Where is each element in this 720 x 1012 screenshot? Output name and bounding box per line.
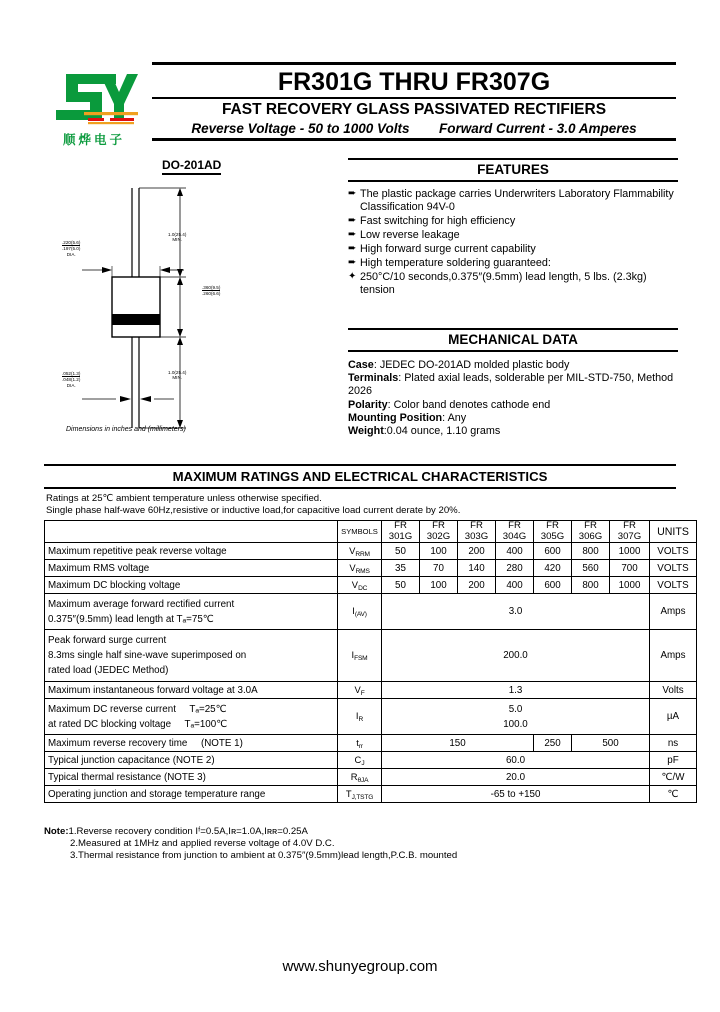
cell-value-span: 20.0 bbox=[382, 769, 650, 786]
row-desc: Maximum reverse recovery time (NOTE 1) bbox=[45, 735, 338, 752]
cell-units: VOLTS bbox=[650, 577, 697, 594]
cell-value: 50 bbox=[382, 543, 420, 560]
table-row bbox=[45, 543, 697, 560]
mech-sep: : bbox=[383, 425, 387, 438]
header-part-fr304g: FR 304G bbox=[496, 521, 534, 543]
cell-value-span bbox=[382, 699, 650, 735]
footer bbox=[0, 958, 720, 975]
feature-text: High forward surge current capability bbox=[360, 242, 536, 255]
row-symbol: $V_{RMS}$ bbox=[338, 560, 382, 577]
cell-units: VOLTS bbox=[650, 543, 697, 560]
row-desc: Maximum DC blocking voltage bbox=[45, 577, 338, 594]
mech-sep: : bbox=[442, 411, 448, 424]
cell-value: 420 bbox=[534, 560, 572, 577]
list-item bbox=[348, 229, 678, 242]
cell-value-span: -65 to +150 bbox=[382, 786, 650, 803]
mechanical-heading: MECHANICAL DATA bbox=[348, 328, 678, 352]
mech-value: Color band denotes cathode end bbox=[393, 398, 551, 411]
row-desc: Typical thermal resistance (NOTE 3) bbox=[45, 769, 338, 786]
row-desc-line1: Peak forward surge current bbox=[48, 635, 167, 647]
list-item bbox=[348, 215, 678, 228]
table-row bbox=[45, 752, 697, 769]
header-part-fr302g: FR 302G bbox=[420, 521, 458, 543]
condition-line-2: Single phase half-wave 60Hz,resistive or inductive load,for capacitive load current derate by 20%. bbox=[46, 504, 461, 516]
feature-text: Low reverse leakage bbox=[360, 228, 460, 241]
feature-text: The plastic package carries Underwriters Laboratory Flammability Classification 94V-0 bbox=[360, 188, 674, 213]
table-row bbox=[45, 786, 697, 803]
cell-units: ℃/W bbox=[650, 769, 697, 786]
row-desc: Maximum instantaneous forward voltage at 3.0A bbox=[45, 682, 338, 699]
cell-units: ℃ bbox=[650, 786, 697, 803]
mechanical-data-panel bbox=[348, 328, 678, 438]
header-titles bbox=[152, 62, 676, 154]
ratings-conditions bbox=[44, 489, 676, 520]
spec-forward-current: Forward Current - 3.0 Amperes bbox=[439, 121, 637, 136]
row-desc: Typical junction capacitance (NOTE 2) bbox=[45, 752, 338, 769]
mech-sep: : bbox=[398, 372, 405, 385]
mech-row-case bbox=[348, 359, 678, 372]
header-part-fr305g: FR 305G bbox=[534, 521, 572, 543]
row-symbol: $V_{DC}$ bbox=[338, 577, 382, 594]
mech-label: Case bbox=[348, 359, 374, 371]
mech-value: Any bbox=[447, 411, 467, 424]
row-symbol: $I_{(AV)}$ bbox=[338, 594, 382, 630]
condition-line-1: Ratings at 25℃ ambient temperature unless otherwise specified. bbox=[46, 493, 322, 504]
row-desc-line2: at rated DC blocking voltage Tₐ=100℃ bbox=[48, 718, 228, 730]
table-row bbox=[45, 769, 697, 786]
ratings-heading: MAXIMUM RATINGS AND ELECTRICAL CHARACTERISTICS bbox=[44, 464, 676, 489]
mech-label: Mounting Position bbox=[348, 411, 443, 424]
features-panel bbox=[348, 158, 678, 298]
row-desc-line2: 8.3ms single half sine-wave superimposed on bbox=[48, 650, 247, 662]
cell-value: 140 bbox=[458, 560, 496, 577]
do201ad-outline-icon bbox=[44, 174, 340, 444]
row-desc bbox=[45, 630, 338, 682]
header-part-fr306g: FR 306G bbox=[572, 521, 610, 543]
spec-reverse-voltage: Reverse Voltage - 50 to 1000 Volts bbox=[191, 121, 410, 136]
note-text-2: 2.Measured at 1MHz and applied reverse voltage of 4.0V D.C. bbox=[70, 837, 335, 849]
header-units: UNITS bbox=[650, 521, 697, 543]
mech-row-polarity bbox=[348, 399, 678, 412]
row-desc: Operating junction and storage temperature range bbox=[45, 786, 338, 803]
mechanical-rows bbox=[348, 359, 678, 438]
list-item bbox=[348, 271, 678, 296]
dim-lead-length-top: 1.0(25.4) MIN. bbox=[168, 232, 187, 243]
table-row bbox=[45, 682, 697, 699]
mech-label: Terminals bbox=[348, 372, 399, 385]
features-heading: FEATURES bbox=[348, 158, 678, 182]
company-name-cn: 顺烨电子 bbox=[62, 132, 125, 147]
arrow-bullet-icon: ➨ bbox=[348, 256, 357, 268]
mech-value: 0.04 ounce, 1.10 grams bbox=[386, 425, 501, 438]
arrow-bullet-icon: ➨ bbox=[348, 242, 357, 254]
cell-units: Volts bbox=[650, 682, 697, 699]
notes-label: Note: bbox=[44, 826, 69, 837]
header-part-fr307g: FR 307G bbox=[610, 521, 650, 543]
mech-sep: : bbox=[387, 398, 394, 411]
row-symbol: $I_R$ bbox=[338, 699, 382, 735]
cell-value-trr-1: 150 bbox=[382, 735, 534, 752]
row-symbol: $R_{\theta JA}$ bbox=[338, 769, 382, 786]
header-part-fr301g: FR 301G bbox=[382, 521, 420, 543]
cell-value: 600 bbox=[534, 577, 572, 594]
dim-lead-diameter: .052(1.3) .048(1.2) DIA. bbox=[62, 371, 81, 388]
features-list bbox=[348, 188, 678, 296]
mech-sep: : bbox=[373, 359, 380, 371]
cell-units: µA bbox=[650, 699, 697, 735]
header-blank bbox=[45, 521, 338, 543]
cell-value: 100 bbox=[420, 577, 458, 594]
mech-row-mounting-position bbox=[348, 412, 678, 425]
cell-value: 600 bbox=[534, 543, 572, 560]
row-desc bbox=[45, 594, 338, 630]
cell-value-trr-3: 500 bbox=[572, 735, 650, 752]
mech-value: JEDEC DO-201AD molded plastic body bbox=[379, 359, 570, 371]
cell-value-b: 100.0 bbox=[503, 718, 528, 730]
row-desc-line1: Maximum DC reverse current Tₐ=25℃ bbox=[48, 703, 227, 715]
company-logo bbox=[44, 62, 144, 154]
list-item bbox=[348, 188, 678, 213]
mech-row-terminals bbox=[348, 372, 678, 398]
cell-value-span: 60.0 bbox=[382, 752, 650, 769]
header-rule-top bbox=[152, 62, 676, 65]
header-part-fr303g: FR 303G bbox=[458, 521, 496, 543]
list-item bbox=[348, 243, 678, 256]
page-spec-line bbox=[152, 120, 676, 138]
row-symbol: $V_F$ bbox=[338, 682, 382, 699]
list-item bbox=[348, 257, 678, 270]
cell-value-span: 3.0 bbox=[382, 594, 650, 630]
row-symbol: $T_{J,TSTG}$ bbox=[338, 786, 382, 803]
drawing-footnote: Dimensions in inches and (millimeters) bbox=[66, 426, 186, 433]
company-website-link[interactable]: www.shunyegroup.com bbox=[282, 958, 438, 975]
cell-value-trr-2: 250 bbox=[534, 735, 572, 752]
cell-value: 200 bbox=[458, 543, 496, 560]
feature-text: Fast switching for high efficiency bbox=[360, 214, 516, 227]
row-desc bbox=[45, 699, 338, 735]
mech-value: Plated axial leads, solderable per MIL-STD-750, Method 2026 bbox=[348, 372, 674, 398]
package-drawing bbox=[44, 158, 340, 446]
page-title: FR301G THRU FR307G bbox=[277, 68, 551, 96]
package-label: DO-201AD bbox=[162, 158, 221, 175]
cell-units: pF bbox=[650, 752, 697, 769]
table-header-row bbox=[45, 521, 697, 543]
dim-body-diameter: .220(5.6) .197(5.0) DIA. bbox=[62, 240, 81, 257]
cell-units: Amps bbox=[650, 594, 697, 630]
dim-body-length: .360(9.5) .260(6.6) bbox=[202, 285, 221, 297]
cell-value-a: 5.0 bbox=[508, 703, 523, 715]
cell-value: 1000 bbox=[610, 577, 650, 594]
mech-label: Polarity bbox=[348, 398, 388, 411]
cell-units: ns bbox=[650, 735, 697, 752]
page-subtitle: FAST RECOVERY GLASS PASSIVATED RECTIFIERS bbox=[221, 101, 607, 118]
cell-value: 1000 bbox=[610, 543, 650, 560]
table-row bbox=[45, 630, 697, 682]
row-desc-line3: rated load (JEDEC Method) bbox=[48, 665, 169, 677]
ratings-section bbox=[44, 464, 689, 803]
cell-value: 280 bbox=[496, 560, 534, 577]
note-text-3: 3.Thermal resistance from junction to ambient at 0.375″(9.5mm)lead length,P.C.B. mounted bbox=[70, 849, 458, 861]
row-desc-line1: Maximum average forward rectified current bbox=[48, 598, 235, 610]
header-rule-mid bbox=[152, 97, 676, 99]
cell-value: 400 bbox=[496, 543, 534, 560]
table-row bbox=[45, 735, 697, 752]
row-desc-line2: 0.375″(9.5mm) lead length at Tₐ=75℃ bbox=[48, 613, 214, 625]
cell-value: 70 bbox=[420, 560, 458, 577]
arrow-bullet-icon: ➨ bbox=[348, 228, 357, 240]
cell-value: 800 bbox=[572, 577, 610, 594]
cell-value: 560 bbox=[572, 560, 610, 577]
row-desc: Maximum RMS voltage bbox=[45, 560, 338, 577]
arrow-bullet-icon: ➨ bbox=[348, 214, 357, 226]
note-row-1 bbox=[44, 826, 676, 838]
table-row bbox=[45, 577, 697, 594]
cell-units: Amps bbox=[650, 630, 697, 682]
page-header bbox=[44, 62, 676, 154]
row-symbol: $t_{rr}$ bbox=[338, 735, 382, 752]
arrow-bullet-icon: ➨ bbox=[348, 188, 357, 199]
header-rule-bottom bbox=[152, 138, 676, 141]
table-row bbox=[45, 699, 697, 735]
cell-value: 35 bbox=[382, 560, 420, 577]
arrow-bullet-icon: ✦ bbox=[348, 271, 357, 283]
feature-text: High temperature soldering guaranteed: bbox=[360, 256, 551, 269]
cell-value-span: 200.0 bbox=[382, 630, 650, 682]
note-row-2 bbox=[44, 838, 676, 850]
dim-lead-length-bottom: 1.0(25.4) MIN. bbox=[168, 370, 187, 381]
cell-value: 200 bbox=[458, 577, 496, 594]
row-symbol: $I_{FSM}$ bbox=[338, 630, 382, 682]
cell-value: 400 bbox=[496, 577, 534, 594]
ratings-table bbox=[44, 520, 697, 803]
cell-value: 50 bbox=[382, 577, 420, 594]
cell-value: 800 bbox=[572, 543, 610, 560]
mech-label: Weight bbox=[348, 425, 384, 438]
table-row bbox=[45, 560, 697, 577]
mech-row-weight bbox=[348, 425, 678, 438]
feature-text: 250°C/10 seconds,0.375″(9.5mm) lead length, 5 lbs. (2.3kg) tension bbox=[360, 271, 647, 296]
row-desc: Maximum repetitive peak reverse voltage bbox=[45, 543, 338, 560]
notes-section bbox=[44, 826, 676, 861]
cell-value-span: 1.3 bbox=[382, 682, 650, 699]
row-symbol: $V_{RRM}$ bbox=[338, 543, 382, 560]
cell-value: 700 bbox=[610, 560, 650, 577]
cell-value: 100 bbox=[420, 543, 458, 560]
row-symbol: $C_J$ bbox=[338, 752, 382, 769]
table-row bbox=[45, 594, 697, 630]
cell-units: VOLTS bbox=[650, 560, 697, 577]
note-row-3 bbox=[44, 850, 676, 862]
header-symbols: SYMBOLS bbox=[338, 521, 382, 543]
note-text-1: 1.Reverse recovery condition Iᶠ=0.5A,Iʀ=1.0A,Iʀʀ=0.25A bbox=[68, 826, 308, 837]
